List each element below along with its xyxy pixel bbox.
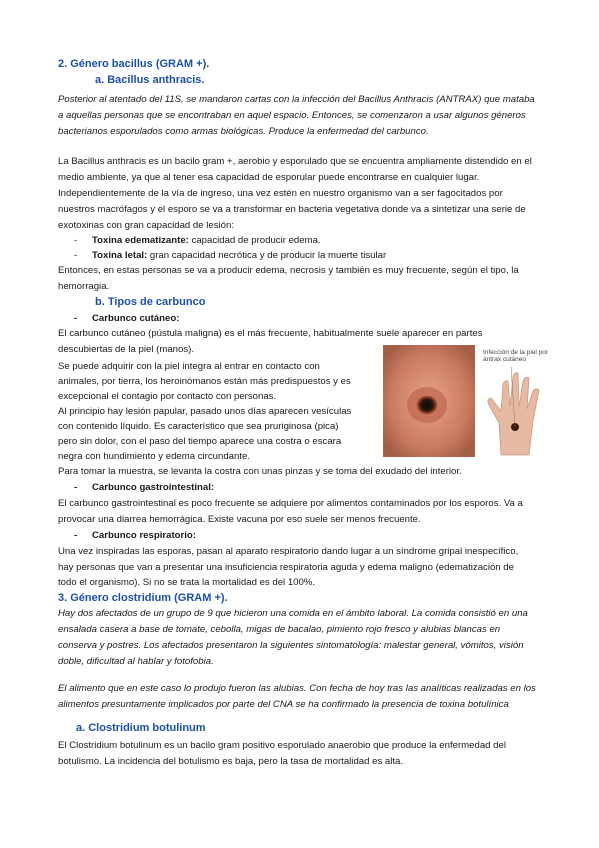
- paragraph-line: El Clostridium botulinum es un bacilo gram positivo esporulado anaerobio que produce la enfermedad del: [58, 740, 506, 751]
- paragraph-line: con contenido líquido. Es característico que sea pruriginosa (pica): [58, 421, 339, 432]
- paragraph-line: descubiertas de la piel (manos).: [58, 344, 194, 355]
- intro-line: a aquellas personas que se encontraban en aquel espacio. Entonces, se comenzaron a usar algunos géneros: [58, 110, 526, 121]
- paragraph-line: La Bacillus anthracis es un bacilo gram +, aerobio y esporulado que se encuentra ampliamente distendido en el: [58, 156, 532, 167]
- bullet-carbunco-gastrointestinal: [74, 482, 214, 494]
- paragraph-line: Al principio hay lesión papular, pasado unos días aparecen vesículas: [58, 406, 352, 417]
- case-line: alimentos presuntamente implicados por parte del CNA se ha confirmado la presencia de toxina botulínica: [58, 699, 509, 710]
- subheading-clostridium-botulinum: a. Clostridium botulinum: [76, 722, 206, 734]
- cutaneous-anthrax-figure: [383, 345, 553, 457]
- paragraph-line: provocar una diarrea hemorrágica. Existe vacuna por eso suele ser menos frecuente.: [58, 514, 421, 525]
- hand-drawing: [488, 373, 539, 455]
- paragraph-line: negra con hundimiento y edema circundante.: [58, 451, 250, 462]
- paragraph-line: El carbunco cutáneo (pústula maligna) es el más frecuente, habitualmente suele aparecer en partes: [58, 328, 483, 339]
- paragraph-line: animales, por tierra, los heroinómanos están más predispuestos y es: [58, 376, 351, 387]
- paragraph-line: Entonces, en estas personas se va a producir edema, necrosis y también es muy frecuente, según el tipo, la: [58, 265, 519, 276]
- bullet-title: Carbunco respiratorio:: [92, 530, 196, 541]
- subheading-bacillus-anthracis: a. Bacillus anthracis.: [95, 74, 205, 86]
- bullet-carbunco-cutaneo: [74, 313, 179, 325]
- section-heading-clostridium: 3. Género clostridium (GRAM +).: [58, 592, 228, 604]
- bullet-carbunco-respiratorio: [74, 530, 196, 542]
- paragraph-line: hay personas que van a presentar una insuficiencia respiratoria aguda y edema maligno (edematización de: [58, 562, 514, 573]
- section-heading-bacillus: 2. Género bacillus (GRAM +).: [58, 58, 210, 70]
- paragraph-line: botulismo. La incidencia del botulismo es baja, pero la tasa de mortalidad es alta.: [58, 756, 404, 767]
- paragraph-line: Una vez inspiradas las esporas, pasan al aparato respiratorio dando lugar a un síndrome gripal inespecífico,: [58, 546, 519, 557]
- paragraph-line: Independientemente de la vía de ingreso, una vez estén en nuestro organismo van a ser fagocitados por: [58, 188, 503, 199]
- bullet-text: capacidad de producir edema.: [188, 235, 321, 246]
- bullet-dash: -: [74, 235, 78, 246]
- case-line: conserva y postres. Los afectados presentaron la siguientes sintomatología: malestar general, vómitos, visión: [58, 640, 524, 651]
- lesion-eschar: [416, 395, 438, 415]
- case-line: ensalada casera a base de tomate, cebolla, migas de bacalao, pimiento rojo fresco y alubias blancas en: [58, 624, 501, 635]
- paragraph-line: pero sin dolor, con el paso del tiempo aparece una costra o escara: [58, 436, 342, 447]
- bullet-term: Toxina letal:: [92, 250, 148, 261]
- bullet-dash: -: [74, 482, 78, 493]
- case-line: Hay dos afectados de un grupo de 9 que hicieron una comida en el ámbito laboral. La comida consistió en una: [58, 608, 528, 619]
- bullet-text: gran capacidad necrótica y de producir la muerte tisular: [147, 250, 387, 261]
- bullet-title: Carbunco cutáneo:: [92, 313, 180, 324]
- paragraph-line: todo el organismo). Si no se trata la mortalidad es del 100%.: [58, 577, 316, 588]
- paragraph-line: excepcional el contagio por contacto con personas.: [58, 391, 277, 402]
- paragraph-line: Se puede adquirir con la piel integra al entrar en contacto con: [58, 361, 320, 372]
- bullet-dash: -: [74, 313, 78, 324]
- paragraph-line: medio ambiente, ya que al tener esa capacidad de esporular puede encontrarse en cualquier lugar.: [58, 172, 480, 183]
- bullet-toxina-letal: [74, 250, 386, 262]
- paragraph-line: nuestros macrófagos y el esporo se va a transformar en bacteria vegetativa donde va a sintetizar una serie de: [58, 204, 526, 215]
- paragraph-line: exotoxinas con gran capacidad de lesión:: [58, 220, 235, 231]
- bullet-dash: -: [74, 530, 78, 541]
- paragraph-line: hemorragia.: [58, 281, 110, 292]
- bullet-dash: -: [74, 250, 78, 261]
- paragraph-line: El carbunco gastrointestinal es poco frecuente se adquiere por alimentos contaminados por los esporos. Va a: [58, 498, 523, 509]
- case-line: El alimento que en este caso lo produjo fueron las alubias. Con fecha de hoy tras las analíticas realizadas en los: [58, 683, 536, 694]
- intro-line: Posterior al atentado del 11S, se mandaron cartas con la infección del Bacillus Anthracis (ANTRAX) que mataba: [58, 94, 535, 105]
- bullet-term: Toxina edematizante:: [92, 235, 189, 246]
- paragraph-line: Para tomar la muestra, se levanta la costra con unas pinzas y se toma del exudado del interior.: [58, 466, 462, 477]
- case-line: doble, dificultad al hablar y fotofobia.: [58, 656, 214, 667]
- figure-caption: Infección de la piel por ántrax cutáneo: [483, 349, 549, 363]
- bullet-toxina-edematizante: [74, 235, 321, 247]
- intro-line: bacterianos esporulados como armas biológicas. Produce la enfermedad del carbunco.: [58, 126, 429, 137]
- bullet-title: Carbunco gastrointestinal:: [92, 482, 215, 493]
- subheading-tipos-carbunco: b. Tipos de carbunco: [95, 296, 206, 308]
